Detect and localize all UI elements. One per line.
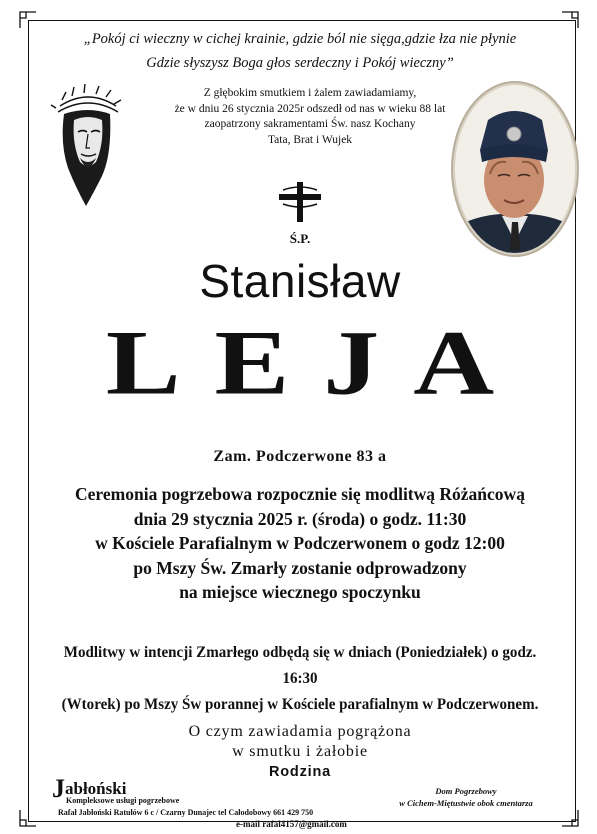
funeral-home-line-1: Dom Pogrzebowy xyxy=(435,786,497,796)
sp-mark: Ś.P. xyxy=(289,231,311,246)
deceased-surname: LEJA xyxy=(105,312,529,415)
closing-line-2: w smutku i żałobie xyxy=(232,743,368,760)
ceremony-line-5: na miejsce wiecznego spoczynku xyxy=(179,582,421,602)
family-signature: Rodzina xyxy=(269,764,331,780)
announcement-text xyxy=(160,86,460,148)
intro-line-3: zaopatrzony sakramentami Św. nasz Kochany xyxy=(204,118,416,130)
prayer-details xyxy=(46,640,554,718)
deceased-address: Zam. Podczerwone 83 a xyxy=(213,448,387,465)
portrait-photo xyxy=(450,80,580,258)
prayers-line-1: Modlitwy w intencji Zmarłego odbędą się w dniach (Poniedziałek) o godz. 16:30 xyxy=(63,644,537,687)
intro-line-1: Z głębokim smutkiem i żalem zawiadamiamy, xyxy=(203,87,417,99)
funeral-home-line-2: w Cichem-Miętustwie obok cmentarza xyxy=(399,798,533,808)
cross-icon xyxy=(277,180,323,246)
corner-ornament-icon xyxy=(18,10,38,30)
intro-line-2: że w dniu 26 stycznia 2025r odszedł od nas w wieku 88 lat xyxy=(174,102,446,115)
intro-line-4: Tata, Brat i Wujek xyxy=(267,133,353,146)
brand-initial: J xyxy=(52,774,65,803)
corner-ornament-icon xyxy=(18,808,38,828)
closing-line-1: O czym zawiadamia pogrążona xyxy=(188,723,412,740)
quote-line-1: „Pokój ci wieczny w cichej krainie, gdzie ból nie sięga,gdzie łza nie płynie xyxy=(83,31,517,47)
ceremony-line-1: Ceremonia pogrzebowa rozpocznie się modlitwą Różańcową xyxy=(75,484,525,504)
memorial-quote xyxy=(40,27,560,75)
brand-email: e-mail rafal4157@gmail.com xyxy=(236,819,347,829)
quote-line-2: Gdzie słyszysz Boga głos serdeczny i Pokój wieczny” xyxy=(146,55,454,71)
brand-address: Rafał Jabłoński Ratułów 6 c / Czarny Dunajec tel Całodobowy 661 429 750 xyxy=(58,808,314,817)
ceremony-details xyxy=(30,482,570,605)
brand-tagline: Kompleksowe usługi pogrzebowe xyxy=(66,796,180,805)
corner-ornament-icon xyxy=(560,808,580,828)
deceased-first-name: Stanisław xyxy=(199,255,401,307)
ceremony-line-2: dnia 29 stycznia 2025 r. (środa) o godz. 11:30 xyxy=(133,508,467,529)
prayers-line-2: (Wtorek) po Mszy Św porannej w Kościele parafialnym w Podczerwonem. xyxy=(61,696,539,713)
brand-name: abłoński xyxy=(65,779,127,798)
ceremony-line-3: w Kościele Parafialnym w Podczerwonem o godz 12:00 xyxy=(95,533,505,553)
corner-ornament-icon xyxy=(560,10,580,30)
closing-text xyxy=(100,722,500,782)
christ-crown-of-thorns-icon xyxy=(50,84,126,210)
ceremony-line-4: po Mszy Św. Zmarły zostanie odprowadzony xyxy=(133,557,467,578)
funeral-home-info xyxy=(366,785,566,809)
